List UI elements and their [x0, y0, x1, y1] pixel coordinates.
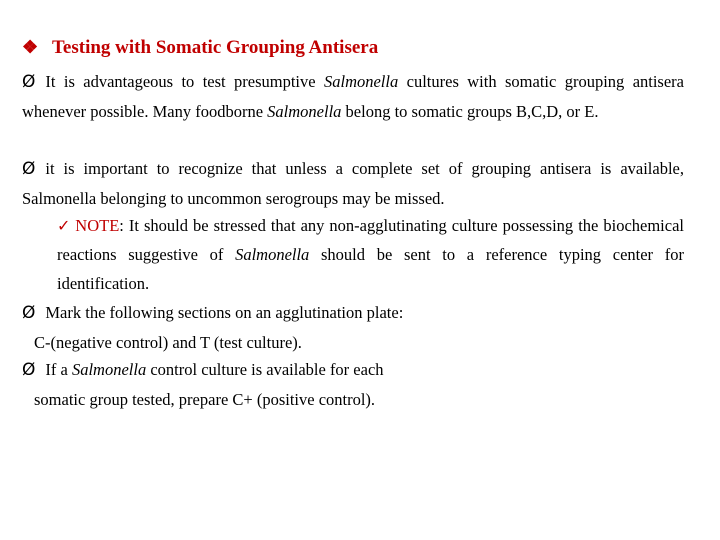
bullet-paragraph-3	[22, 298, 684, 357]
bullet-1-italic-b: Salmonella	[267, 102, 342, 121]
note-paragraph	[57, 211, 684, 298]
note-label: NOTE	[75, 216, 120, 235]
bullet-4-text-b: control culture is available for each	[146, 360, 384, 379]
bullet-1-text-c: belong to somatic groups B,C,D, or E.	[341, 102, 599, 121]
note-italic: Salmonella	[235, 245, 310, 264]
arrow-bullet-icon: Ø	[22, 303, 36, 323]
bullet-paragraph-2	[22, 154, 684, 213]
heading-text: Testing with Somatic Grouping Antisera	[52, 37, 379, 58]
arrow-bullet-icon: Ø	[22, 159, 36, 179]
bullet-paragraph-1	[22, 67, 684, 126]
bullet-2-text: it is important to recognize that unless a complete set of grouping antisera is available, Salmonella belonging to uncommon serogroups may be missed.	[22, 159, 684, 208]
arrow-bullet-icon: Ø	[22, 360, 36, 380]
bullet-4-subline: somatic group tested, prepare C+ (positive control).	[34, 390, 376, 409]
bullet-4-italic: Salmonella	[71, 360, 147, 379]
bullet-1-text-b: cultures with somatic grouping antisera whenever possible. Many foodborne	[22, 72, 684, 121]
bullet-3-text: Mark the following sections on an agglutination plate:	[45, 303, 404, 322]
slide-heading	[22, 37, 378, 59]
bullet-1-text-a: It is advantageous to test presumptive	[45, 72, 324, 91]
checkmark-bullet-icon: ✓	[57, 216, 72, 235]
bullet-1-italic-a: Salmonella	[323, 72, 399, 91]
note-text-a: : It should be stressed that any non-agglutinating culture possessing the biochemical reactions suggestive of	[57, 216, 684, 264]
bullet-4-text-a: If a	[45, 360, 72, 379]
diamond-bullet-icon: ❖	[22, 37, 39, 57]
bullet-3-subline: C-(negative control) and T (test culture).	[34, 333, 302, 352]
note-text-b: should be sent to a reference typing center for identification.	[57, 245, 684, 293]
arrow-bullet-icon: Ø	[22, 72, 36, 92]
bullet-paragraph-4	[22, 355, 684, 414]
